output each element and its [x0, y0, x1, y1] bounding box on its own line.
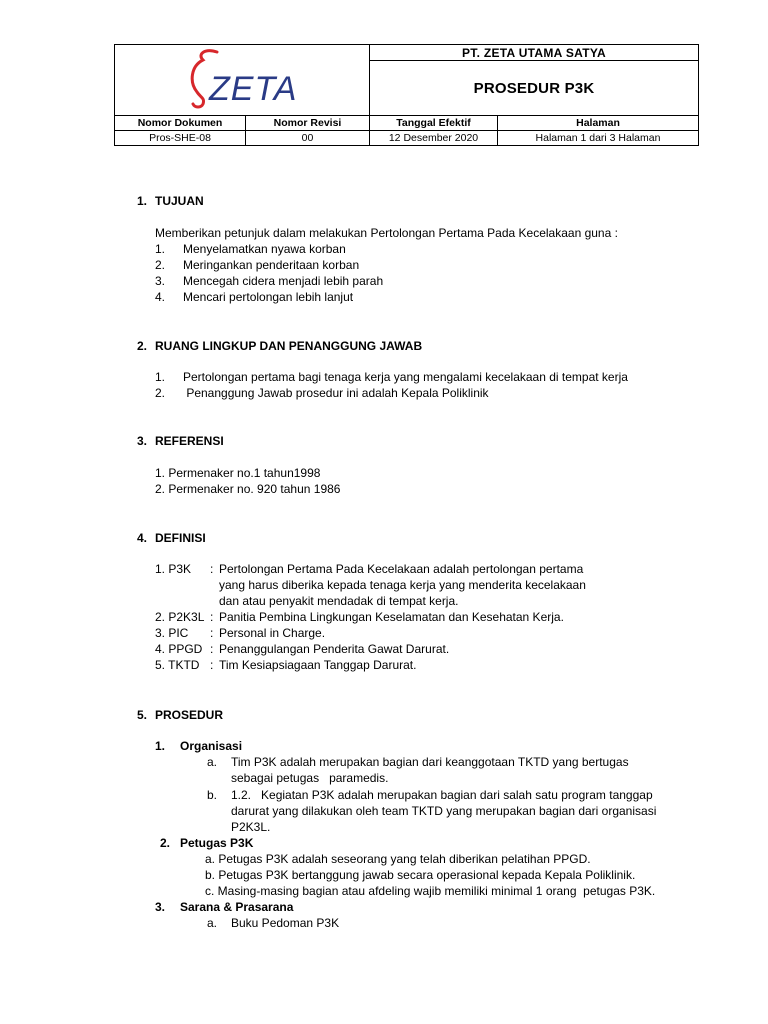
section-5-title: PROSEDUR: [155, 708, 224, 722]
meta-header-row: [115, 116, 699, 131]
definition-term: 4. PPGD: [155, 642, 203, 656]
section-2-title: RUANG LINGKUP DAN PENANGGUNG JAWAB: [155, 339, 423, 353]
definition-text: Panitia Pembina Lingkungan Keselamatan dan Kesehatan Kerja.: [219, 610, 564, 624]
reference-item: 2. Permenaker no. 920 tahun 1986: [155, 482, 341, 496]
list-item-text: Tim P3K adalah merupakan bagian dari keanggotaan TKTD yang bertugas: [231, 755, 629, 769]
list-item-text: a. Petugas P3K adalah seseorang yang telah diberikan pelatihan PPGD.: [205, 852, 591, 866]
section-4-number: 4.: [137, 531, 148, 545]
section-3-title: REFERENSI: [155, 434, 224, 448]
list-item-number: 4.: [155, 290, 166, 304]
meta-label-page: Halaman: [498, 116, 699, 131]
meta-label-revision: Nomor Revisi: [246, 116, 370, 131]
list-item-text: Buku Pedoman P3K: [231, 916, 340, 930]
definition-term: 3. PIC: [155, 626, 189, 640]
list-item-text: c. Masing-masing bagian atau afdeling wajib memiliki minimal 1 orang petugas P3K.: [205, 884, 656, 898]
meta-value-effective-date: 12 Desember 2020: [370, 131, 498, 146]
subsection-title: Sarana & Prasarana: [180, 900, 294, 914]
section-5-number: 5.: [137, 708, 148, 722]
list-item-number: 1.: [155, 242, 166, 256]
list-item-text: 1.2. Kegiatan P3K adalah merupakan bagian dari salah satu program tanggap: [231, 788, 653, 802]
document-title: PROSEDUR P3K: [370, 61, 699, 116]
document-header: [114, 44, 699, 146]
list-item-text: darurat yang dilakukan oleh team TKTD yang merupakan bagian dari organisasi: [231, 804, 657, 818]
logo-text: ZETA: [209, 69, 298, 108]
reference-item: 1. Permenaker no.1 tahun1998: [155, 466, 321, 480]
section-4-title: DEFINISI: [155, 531, 206, 545]
logo-cell: [115, 45, 370, 116]
list-item-text: Menyelamatkan nyawa korban: [183, 242, 346, 256]
definition-text: dan atau penyakit mendadak di tempat kerja.: [219, 594, 459, 608]
subsection-title: Organisasi: [180, 739, 243, 753]
definition-colon: :: [210, 626, 214, 640]
list-item-number: 2.: [155, 258, 166, 272]
list-item-text: b. Petugas P3K bertanggung jawab secara operasional kepada Kepala Poliklinik.: [205, 868, 636, 882]
section-1-title: TUJUAN: [155, 194, 204, 208]
list-item-text: sebagai petugas paramedis.: [231, 771, 389, 785]
list-item-text: Mencari pertolongan lebih lanjut: [183, 290, 354, 304]
list-item-text: Pertolongan pertama bagi tenaga kerja yang mengalami kecelakaan di tempat kerja: [183, 370, 628, 384]
definition-text: Penanggulangan Penderita Gawat Darurat.: [219, 642, 450, 656]
subsection-number: 1.: [155, 739, 166, 753]
zeta-logo: [183, 48, 301, 110]
definition-colon: :: [210, 562, 214, 576]
meta-value-row: [115, 131, 699, 146]
list-item-text: P2K3L.: [231, 820, 271, 834]
section-2-number: 2.: [137, 339, 148, 353]
meta-label-effective-date: Tanggal Efektif: [370, 116, 498, 131]
section-1-intro: Memberikan petunjuk dalam melakukan Pertolongan Pertama Pada Kecelakaan guna :: [155, 226, 618, 240]
list-item-number: 3.: [155, 274, 166, 288]
definition-text: Personal in Charge.: [219, 626, 326, 640]
list-item-text: Penanggung Jawab prosedur ini adalah Kepala Poliklinik: [183, 386, 489, 400]
definition-term: 1. P3K: [155, 562, 192, 576]
section-1-number: 1.: [137, 194, 148, 208]
meta-label-doc-no: Nomor Dokumen: [115, 116, 246, 131]
definition-term: 2. P2K3L: [155, 610, 205, 624]
list-item-letter: a.: [207, 755, 218, 769]
subsection-number: 3.: [155, 900, 166, 914]
meta-value-doc-no: Pros-SHE-08: [115, 131, 246, 146]
subsection-number: 2.: [160, 836, 171, 850]
definition-colon: :: [210, 642, 214, 656]
list-item-text: Mencegah cidera menjadi lebih parah: [183, 274, 384, 288]
definition-text: yang harus diberika kepada tenaga kerja yang menderita kecelakaan: [219, 578, 586, 592]
definition-colon: :: [210, 658, 214, 672]
list-item-number: 1.: [155, 370, 166, 384]
list-item-letter: a.: [207, 916, 218, 930]
definition-colon: :: [210, 610, 214, 624]
meta-value-page: Halaman 1 dari 3 Halaman: [498, 131, 699, 146]
subsection-title: Petugas P3K: [180, 836, 254, 850]
definition-text: Pertolongan Pertama Pada Kecelakaan adalah pertolongan pertama: [219, 562, 584, 576]
company-name: PT. ZETA UTAMA SATYA: [370, 45, 699, 61]
list-item-text: Meringankan penderitaan korban: [183, 258, 360, 272]
section-3-number: 3.: [137, 434, 148, 448]
list-item-letter: b.: [207, 788, 218, 802]
definition-term: 5. TKTD: [155, 658, 200, 672]
meta-value-revision: 00: [246, 131, 370, 146]
list-item-number: 2.: [155, 386, 166, 400]
definition-text: Tim Kesiapsiagaan Tanggap Darurat.: [219, 658, 417, 672]
